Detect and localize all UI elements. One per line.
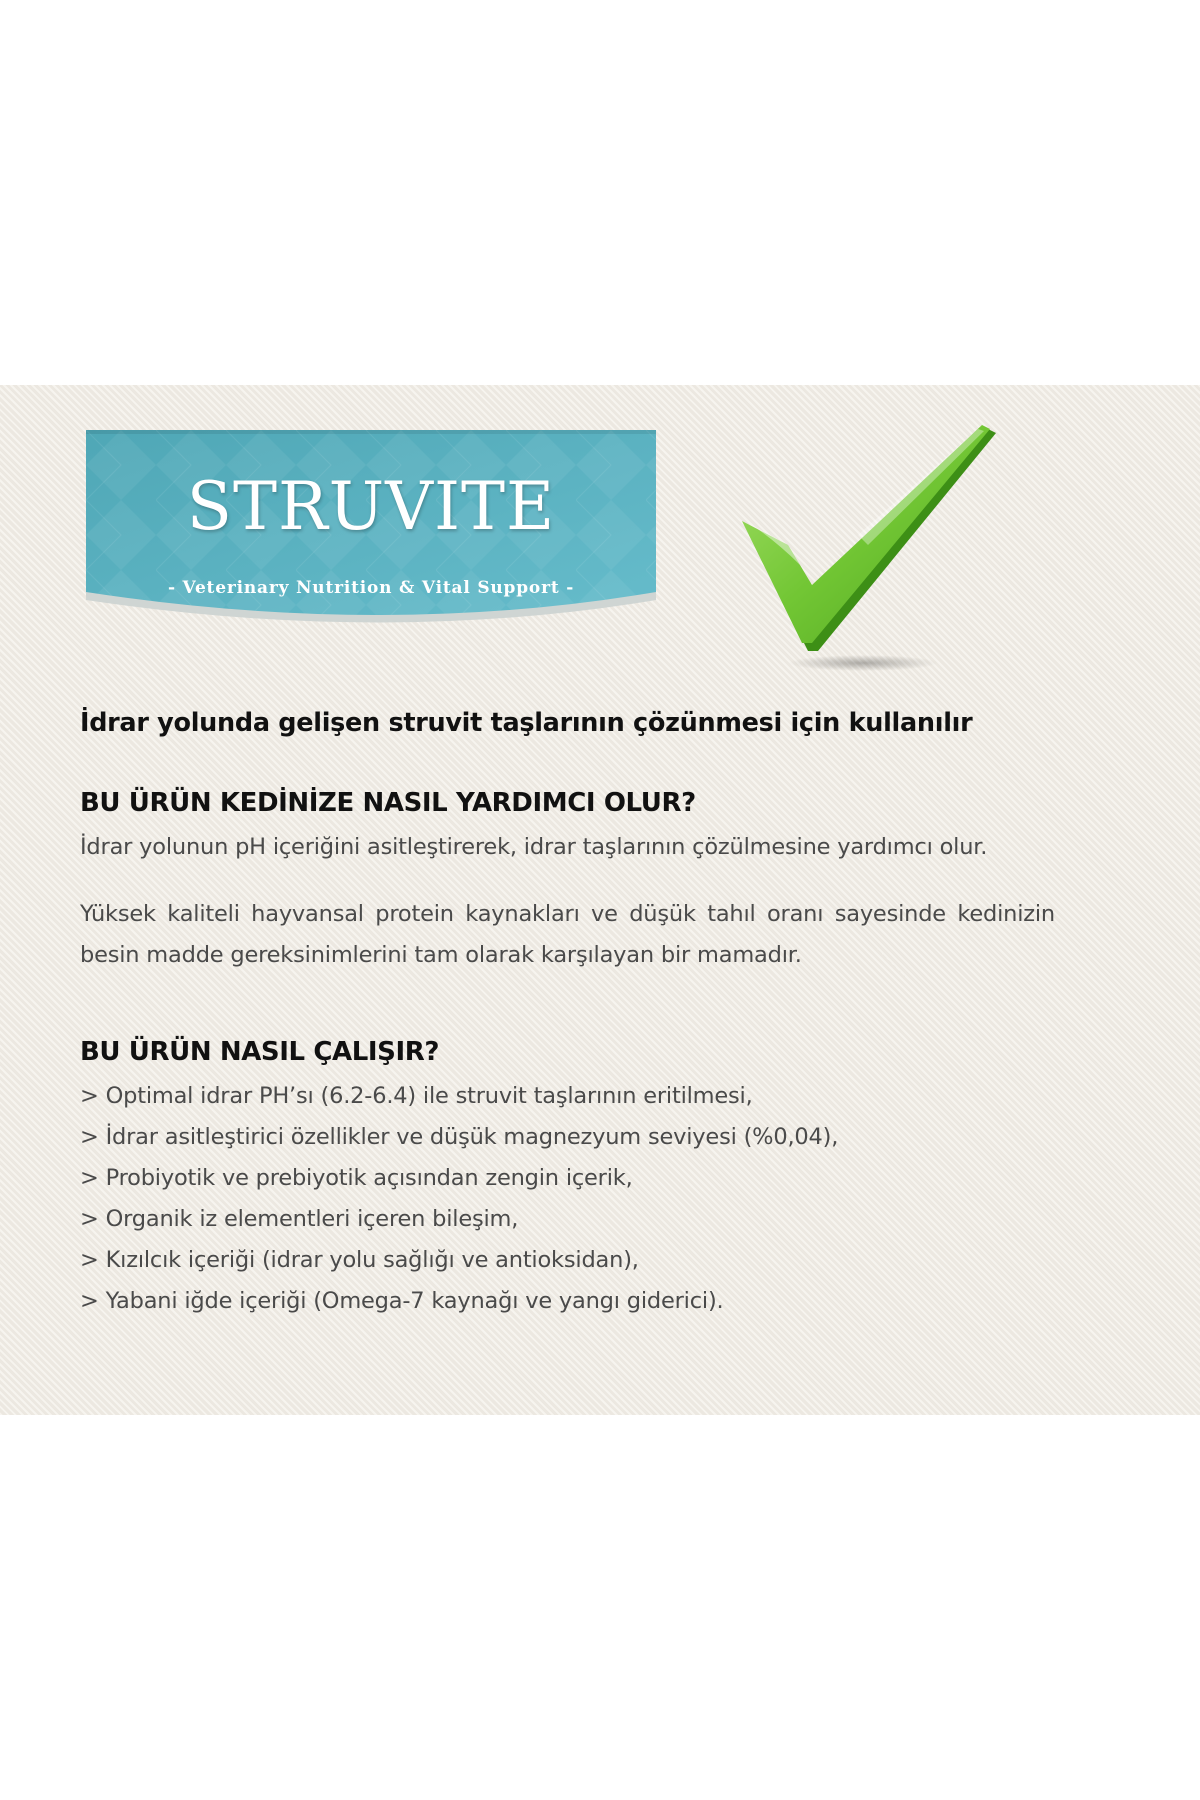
- list-item: > Optimal idrar PH’sı (6.2-6.4) ile struvit taşlarının eritilmesi,: [80, 1083, 753, 1109]
- list-item: > Probiyotik ve prebiyotik açısından zengin içerik,: [80, 1165, 633, 1191]
- list-item: > Kızılcık içeriği (idrar yolu sağlığı ve antioksidan),: [80, 1247, 639, 1273]
- list-item: > İdrar asitleştirici özellikler ve düşük magnezyum seviyesi (%0,04),: [80, 1124, 839, 1150]
- banner-subtitle: - Veterinary Nutrition & Vital Support -: [167, 578, 575, 598]
- banner-title: STRUVITE: [186, 468, 556, 545]
- list-item: > Organik iz elementleri içeren bileşim,: [80, 1206, 519, 1232]
- list-item: > Yabani iğde içeriği (Omega-7 kaynağı ve yangı giderici).: [80, 1288, 724, 1314]
- struvite-banner: [86, 430, 656, 630]
- section-heading-how-it-works: BU ÜRÜN NASIL ÇALIŞIR?: [80, 1037, 440, 1067]
- product-info-panel: [0, 385, 1200, 1415]
- product-description: [80, 705, 1055, 1322]
- section-heading-how-it-helps: BU ÜRÜN KEDİNİZE NASIL YARDIMCI OLUR?: [80, 788, 696, 818]
- paragraph-protein: Yüksek kaliteli hayvansal protein kaynakları ve düşük tahıl oranı sayesinde kedinizin besin madde gereksinimlerini tam olarak karşılayan bir mamadır.: [80, 901, 1055, 968]
- feature-list: [80, 1076, 1055, 1322]
- lead-text: İdrar yolunda gelişen struvit taşlarının çözünmesi için kullanılır: [80, 708, 973, 738]
- checkmark-icon: [738, 425, 1008, 685]
- paragraph-ph: İdrar yolunun pH içeriğini asitleştirerek, idrar taşlarının çözülmesine yardımcı olur.: [80, 834, 988, 860]
